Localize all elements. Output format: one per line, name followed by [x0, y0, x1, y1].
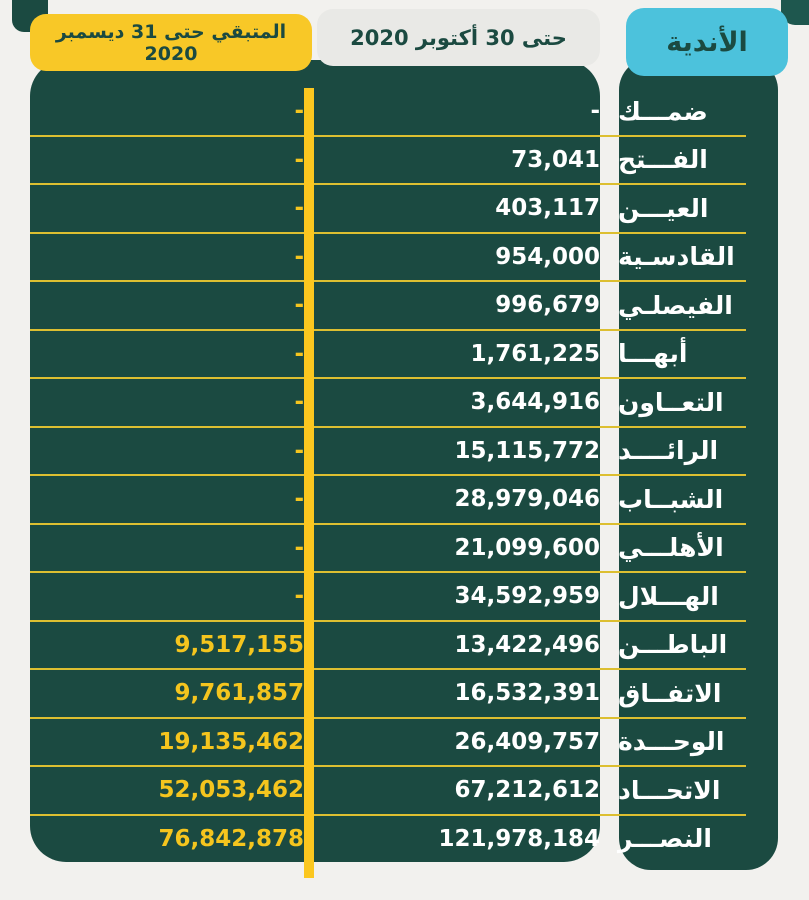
remaining-value: 9,517,155	[174, 631, 304, 658]
club-name: النصـــر	[618, 824, 712, 854]
panel-gap	[600, 622, 618, 669]
table-row	[30, 331, 746, 380]
table-row	[30, 622, 746, 671]
october-value: 403,117	[495, 195, 600, 222]
header-clubs-label: الأندية	[666, 26, 748, 58]
table-row	[30, 670, 746, 719]
table-row	[30, 573, 746, 622]
remaining-value: 9,761,857	[174, 680, 304, 707]
panel-gap	[600, 88, 618, 135]
october-value: 13,422,496	[454, 631, 600, 658]
header-until-oct	[317, 9, 600, 66]
panel-gap	[600, 670, 618, 717]
club-name: الباطـــن	[618, 630, 728, 660]
panel-gap	[600, 816, 618, 863]
panel-gap	[600, 234, 618, 281]
remaining-value: -	[294, 340, 304, 367]
club-name: الاتفــاق	[618, 678, 722, 708]
remaining-value: -	[294, 243, 304, 270]
panel-gap	[600, 525, 618, 572]
table-rows	[30, 88, 746, 862]
club-name: الهـــلال	[618, 581, 719, 611]
table-row	[30, 282, 746, 331]
club-name: أبهـــا	[618, 339, 688, 369]
panel-gap	[600, 719, 618, 766]
header-clubs	[626, 8, 788, 76]
october-value: 996,679	[495, 292, 600, 319]
october-value: 1,761,225	[470, 340, 600, 367]
panel-gap	[600, 137, 618, 184]
table-row	[30, 428, 746, 477]
header-remaining-until-dec	[30, 14, 312, 71]
october-value: 34,592,959	[454, 583, 600, 610]
table-row	[30, 88, 746, 137]
header-until-oct-label: حتى 30 أكتوبر 2020	[350, 25, 567, 50]
table-row	[30, 234, 746, 283]
remaining-value: -	[294, 486, 304, 513]
column-divider-line	[304, 88, 314, 878]
october-value: 16,532,391	[454, 680, 600, 707]
remaining-value: 52,053,462	[158, 777, 304, 804]
table-row	[30, 719, 746, 768]
panel-gap	[600, 379, 618, 426]
table-row	[30, 816, 746, 863]
club-name: العيـــن	[618, 193, 709, 223]
october-value: 67,212,612	[454, 777, 600, 804]
panel-gap	[600, 282, 618, 329]
club-name: الوحـــدة	[618, 727, 725, 757]
remaining-value: -	[294, 292, 304, 319]
club-name: الفـــتح	[618, 145, 708, 175]
club-name: الأهلـــي	[618, 533, 724, 563]
remaining-value: 76,842,878	[158, 825, 304, 852]
table-row	[30, 185, 746, 234]
table-row	[30, 525, 746, 574]
remaining-value: 19,135,462	[158, 728, 304, 755]
remaining-value: -	[294, 583, 304, 610]
panel-gap	[600, 573, 618, 620]
october-value: 15,115,772	[454, 437, 600, 464]
remaining-value: -	[294, 98, 304, 125]
remaining-value: -	[294, 389, 304, 416]
table-row	[30, 379, 746, 428]
panel-gap	[600, 476, 618, 523]
club-name: الشبــاب	[618, 484, 724, 514]
club-name: القادسـية	[618, 242, 735, 272]
october-value: 73,041	[511, 146, 600, 173]
panel-gap	[600, 185, 618, 232]
table-row	[30, 767, 746, 816]
club-name: الفيصلـي	[618, 290, 733, 320]
october-value: 3,644,916	[470, 389, 600, 416]
remaining-value: -	[294, 534, 304, 561]
panel-gap	[600, 331, 618, 378]
october-value: 954,000	[495, 243, 600, 270]
october-value: 121,978,184	[438, 825, 600, 852]
panel-gap	[600, 767, 618, 814]
october-value: 26,409,757	[454, 728, 600, 755]
october-value: -	[590, 98, 600, 125]
table-row	[30, 137, 746, 186]
table-row	[30, 476, 746, 525]
panel-gap	[600, 428, 618, 475]
club-name: التعــاون	[618, 387, 724, 417]
header-remaining-label: المتبقي حتى 31 ديسمبر 2020	[55, 20, 287, 65]
club-name: الرائــــد	[618, 436, 719, 466]
club-name: الاتحـــاد	[618, 775, 721, 805]
remaining-value: -	[294, 195, 304, 222]
october-value: 21,099,600	[454, 534, 600, 561]
club-name: ضمـــك	[618, 96, 708, 126]
remaining-value: -	[294, 146, 304, 173]
october-value: 28,979,046	[454, 486, 600, 513]
remaining-value: -	[294, 437, 304, 464]
